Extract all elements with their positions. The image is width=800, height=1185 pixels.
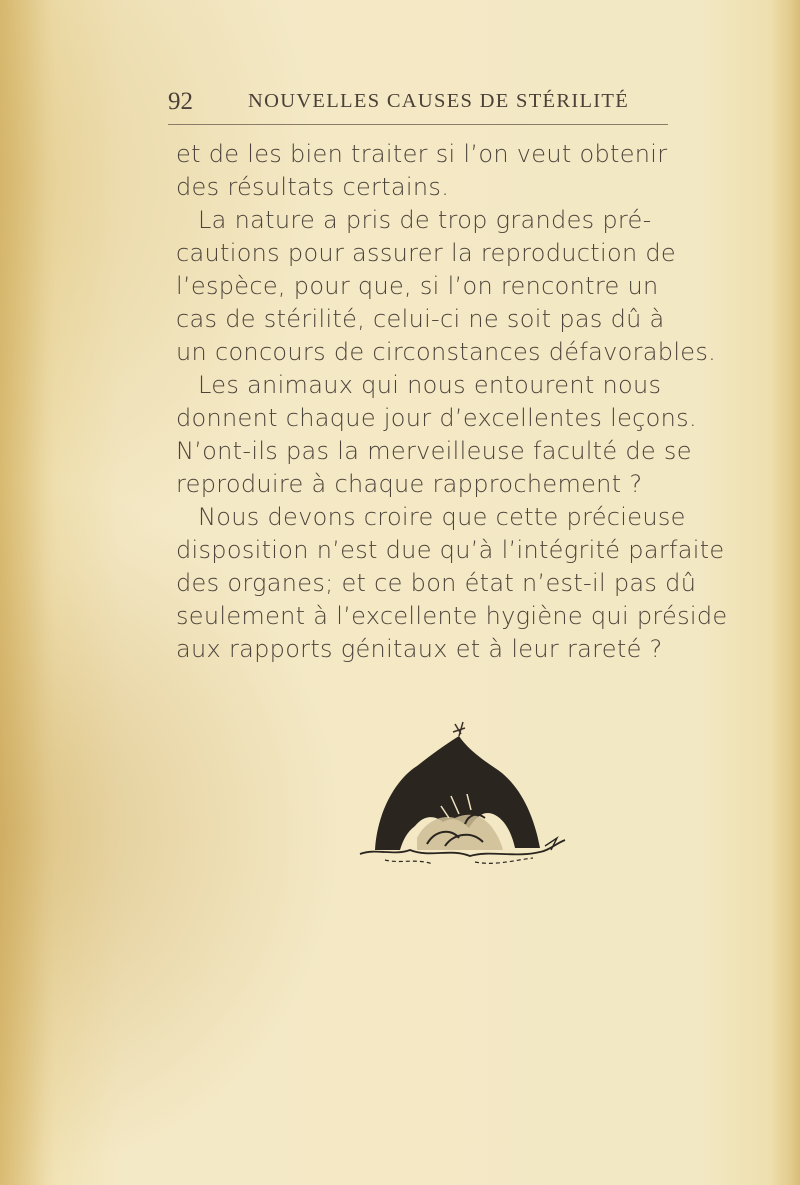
text-line: cas de stérilité, celui-ci ne soit pas dû à bbox=[176, 305, 665, 333]
page-edge-shadow bbox=[0, 0, 55, 1185]
paragraph-start-line: La nature a pris de trop grandes pré- bbox=[198, 206, 652, 234]
text-line: aux rapports génitaux et à leur rareté ? bbox=[176, 635, 663, 663]
text-line: donnent chaque jour d’excellentes leçons. bbox=[176, 404, 697, 432]
page-header bbox=[168, 88, 668, 128]
text-line: N’ont-ils pas la merveilleuse faculté de se bbox=[176, 437, 692, 465]
text-line: seulement à l’excellente hygiène qui préside bbox=[176, 602, 728, 630]
running-head: NOUVELLES CAUSES DE STÉRILITÉ bbox=[248, 90, 630, 112]
text-line: reproduire à chaque rapprochement ? bbox=[176, 470, 643, 498]
body-text bbox=[176, 138, 728, 666]
text-line: et de les bien traiter si l’on veut obtenir bbox=[176, 140, 668, 168]
text-line: cautions pour assurer la reproduction de bbox=[176, 239, 676, 267]
text-line: des résultats certains. bbox=[176, 173, 450, 201]
text-line: des organes; et ce bon état n’est-il pas dû bbox=[176, 569, 697, 597]
text-line: disposition n’est due qu’à l’intégrité parfaite bbox=[176, 536, 725, 564]
page-number: 92 bbox=[168, 88, 193, 115]
text-line: l’espèce, pour que, si l’on rencontre un bbox=[176, 272, 659, 300]
paragraph-start-line: Nous devons croire que cette précieuse bbox=[198, 503, 686, 531]
paragraph-start-line: Les animaux qui nous entourent nous bbox=[198, 371, 662, 399]
text-line: un concours de circonstances défavorables. bbox=[176, 338, 717, 366]
header-rule bbox=[168, 124, 668, 125]
decorative-vignette-icon bbox=[355, 718, 570, 878]
